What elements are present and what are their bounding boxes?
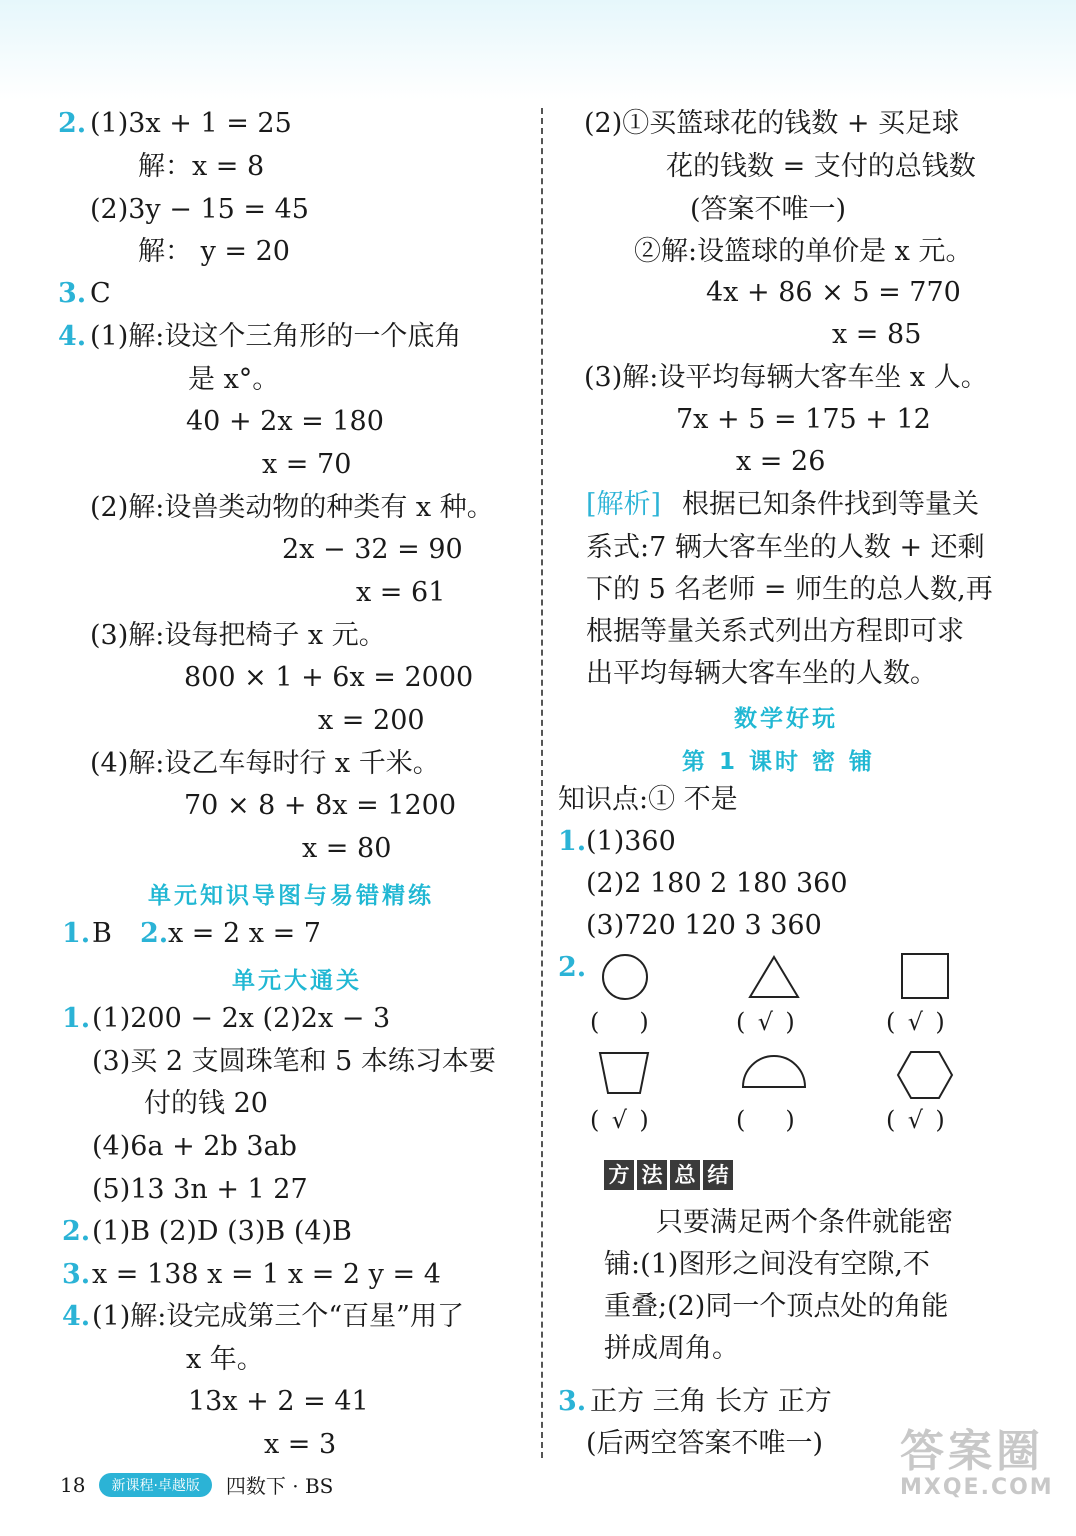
m3-line-2: (后两空答案不唯一) — [586, 1428, 824, 1459]
shape-answer-semicircle: ( ) — [736, 1106, 795, 1134]
shape-answer-square: ( √ ) — [886, 1008, 945, 1036]
b4-line-3: 13x + 2 = 41 — [188, 1386, 369, 1417]
r-line-1: (2)①买篮球花的钱数 + 买足球 — [584, 108, 960, 139]
section-heading-lesson: 第 1 课时 密 铺 — [682, 749, 876, 775]
r-line-2: 花的钱数 = 支付的总钱数 — [666, 151, 976, 182]
series-label: 新课程·卓越版 — [99, 1473, 211, 1497]
b2-number: 2. — [62, 1216, 91, 1247]
b3-line-1: x = 138 x = 1 x = 2 y = 4 — [92, 1259, 441, 1290]
q2-line-4: 解： y = 20 — [138, 236, 290, 267]
q2-line-2: 解：x = 8 — [138, 151, 265, 182]
m1-number: 1. — [558, 826, 587, 857]
watermark-bottom: MXQE.COM — [900, 1475, 1054, 1500]
m1-line-1: (1)360 — [586, 826, 676, 857]
b1-line-2: (3)买 2 支圆珠笔和 5 本练习本要 — [92, 1046, 496, 1077]
book-label: 四数下 · BS — [225, 1474, 334, 1498]
badge-char: 法 — [637, 1160, 667, 1190]
watermark-top: 答案圈 — [900, 1426, 1044, 1477]
badge-char: 方 — [604, 1160, 634, 1190]
q4-number: 4. — [58, 321, 87, 352]
b3-number: 3. — [62, 1259, 91, 1290]
s1-answer-2: x = 2 x = 7 — [168, 918, 321, 949]
shape-answer-triangle: ( √ ) — [736, 1008, 795, 1036]
watermark-logo — [900, 1415, 1054, 1500]
analysis-line-1: 根据已知条件找到等量关 — [682, 489, 979, 520]
trapezoid-shape — [598, 1050, 650, 1096]
q4-line-2: 是 x°。 — [188, 364, 280, 395]
b4-line-1: (1)解:设完成第三个“百星”用了 — [92, 1301, 464, 1332]
q2-line-1: (1)3x + 1 = 25 — [90, 108, 292, 139]
q2-line-3: (2)3y − 15 = 45 — [90, 194, 309, 225]
analysis-line-4: 根据等量关系式列出方程即可求 — [586, 616, 964, 647]
m1-line-3: (3)720 120 3 360 — [586, 910, 822, 941]
m3-number: 3. — [558, 1386, 587, 1417]
badge-char: 结 — [703, 1160, 733, 1190]
b4-line-2: x 年。 — [186, 1344, 264, 1375]
m3-line-1: 正方 三角 长方 正方 — [590, 1386, 832, 1417]
column-divider — [541, 108, 543, 1458]
r-line-3: (答案不唯一) — [690, 194, 847, 225]
summary-line-3: 重叠;(2)同一个顶点处的角能 — [604, 1291, 949, 1322]
q2-number: 2. — [58, 108, 87, 139]
square-shape — [900, 952, 950, 1000]
q4-line-1: (1)解:设这个三角形的一个底角 — [90, 321, 462, 352]
q4-line-6: 2x − 32 = 90 — [282, 534, 463, 565]
hexagon-shape — [896, 1050, 954, 1100]
q4-line-11: (4)解:设乙车每时行 x 千米。 — [90, 748, 440, 779]
b1-number: 1. — [62, 1003, 91, 1034]
r-line-7: (3)解:设平均每辆大客车坐 x 人。 — [584, 362, 988, 393]
shape-answer-hexagon: ( √ ) — [886, 1106, 945, 1134]
summary-line-1: 只要满足两个条件就能密 — [656, 1207, 953, 1238]
shape-answer-circle: ( ) — [590, 1008, 649, 1036]
section-heading-unit-test: 单元大通关 — [232, 968, 362, 994]
s1-number-1: 1. — [62, 918, 91, 949]
q4-line-9: 800 × 1 + 6x = 2000 — [184, 662, 474, 693]
analysis-line-2: 系式:7 辆大客车坐的人数 + 还剩 — [586, 532, 985, 563]
q3-number: 3. — [58, 278, 87, 309]
b4-line-4: x = 3 — [264, 1429, 337, 1460]
page-footer — [60, 1470, 333, 1499]
b1-line-3: 付的钱 20 — [144, 1088, 268, 1119]
q4-line-13: x = 80 — [302, 833, 392, 864]
b4-number: 4. — [62, 1301, 91, 1332]
b1-line-4: (4)6a + 2b 3ab — [92, 1131, 297, 1162]
section-heading-knowledge-map: 单元知识导图与易错精练 — [148, 883, 434, 909]
q4-line-10: x = 200 — [318, 705, 425, 736]
shape-answer-trapezoid: ( √ ) — [590, 1106, 649, 1134]
analysis-tag: [解析] — [586, 489, 662, 520]
summary-line-4: 拼成周角。 — [604, 1333, 739, 1364]
triangle-shape — [748, 954, 800, 1000]
q4-line-7: x = 61 — [356, 577, 446, 608]
badge-char: 总 — [670, 1160, 700, 1190]
s1-number-2: 2. — [140, 918, 169, 949]
s1-answer-1: B — [92, 918, 112, 949]
r-line-6: x = 85 — [832, 319, 922, 350]
method-summary-badge — [604, 1160, 733, 1190]
analysis-line-5: 出平均每辆大客车坐的人数。 — [586, 658, 937, 689]
b2-line-1: (1)B (2)D (3)B (4)B — [92, 1216, 352, 1247]
b1-line-5: (5)13 3n + 1 27 — [92, 1174, 308, 1205]
page-number: 18 — [60, 1472, 86, 1497]
b1-line-1: (1)200 − 2x (2)2x − 3 — [92, 1003, 391, 1034]
q4-line-8: (3)解:设每把椅子 x 元。 — [90, 620, 386, 651]
circle-shape — [600, 952, 650, 1002]
r-line-9: x = 26 — [736, 446, 826, 477]
r-line-4: ②解:设篮球的单价是 x 元。 — [634, 236, 973, 267]
analysis-line-3: 下的 5 名老师 = 师生的总人数,再 — [586, 574, 993, 605]
knowledge-point: 知识点:① 不是 — [558, 784, 738, 815]
section-heading-math-fun: 数学好玩 — [734, 706, 838, 732]
m2-number: 2. — [558, 952, 587, 983]
semicircle-shape — [740, 1050, 808, 1090]
m1-line-2: (2)2 180 2 180 360 — [586, 868, 848, 899]
header-band — [0, 0, 1076, 100]
r-line-5: 4x + 86 × 5 = 770 — [706, 277, 961, 308]
q4-line-12: 70 × 8 + 8x = 1200 — [184, 790, 457, 821]
summary-line-2: 铺:(1)图形之间没有空隙,不 — [604, 1249, 930, 1280]
q3-answer: C — [90, 278, 111, 309]
r-line-8: 7x + 5 = 175 + 12 — [676, 404, 931, 435]
q4-line-3: 40 + 2x = 180 — [186, 406, 384, 437]
q4-line-5: (2)解:设兽类动物的种类有 x 种。 — [90, 492, 494, 523]
q4-line-4: x = 70 — [262, 449, 352, 480]
